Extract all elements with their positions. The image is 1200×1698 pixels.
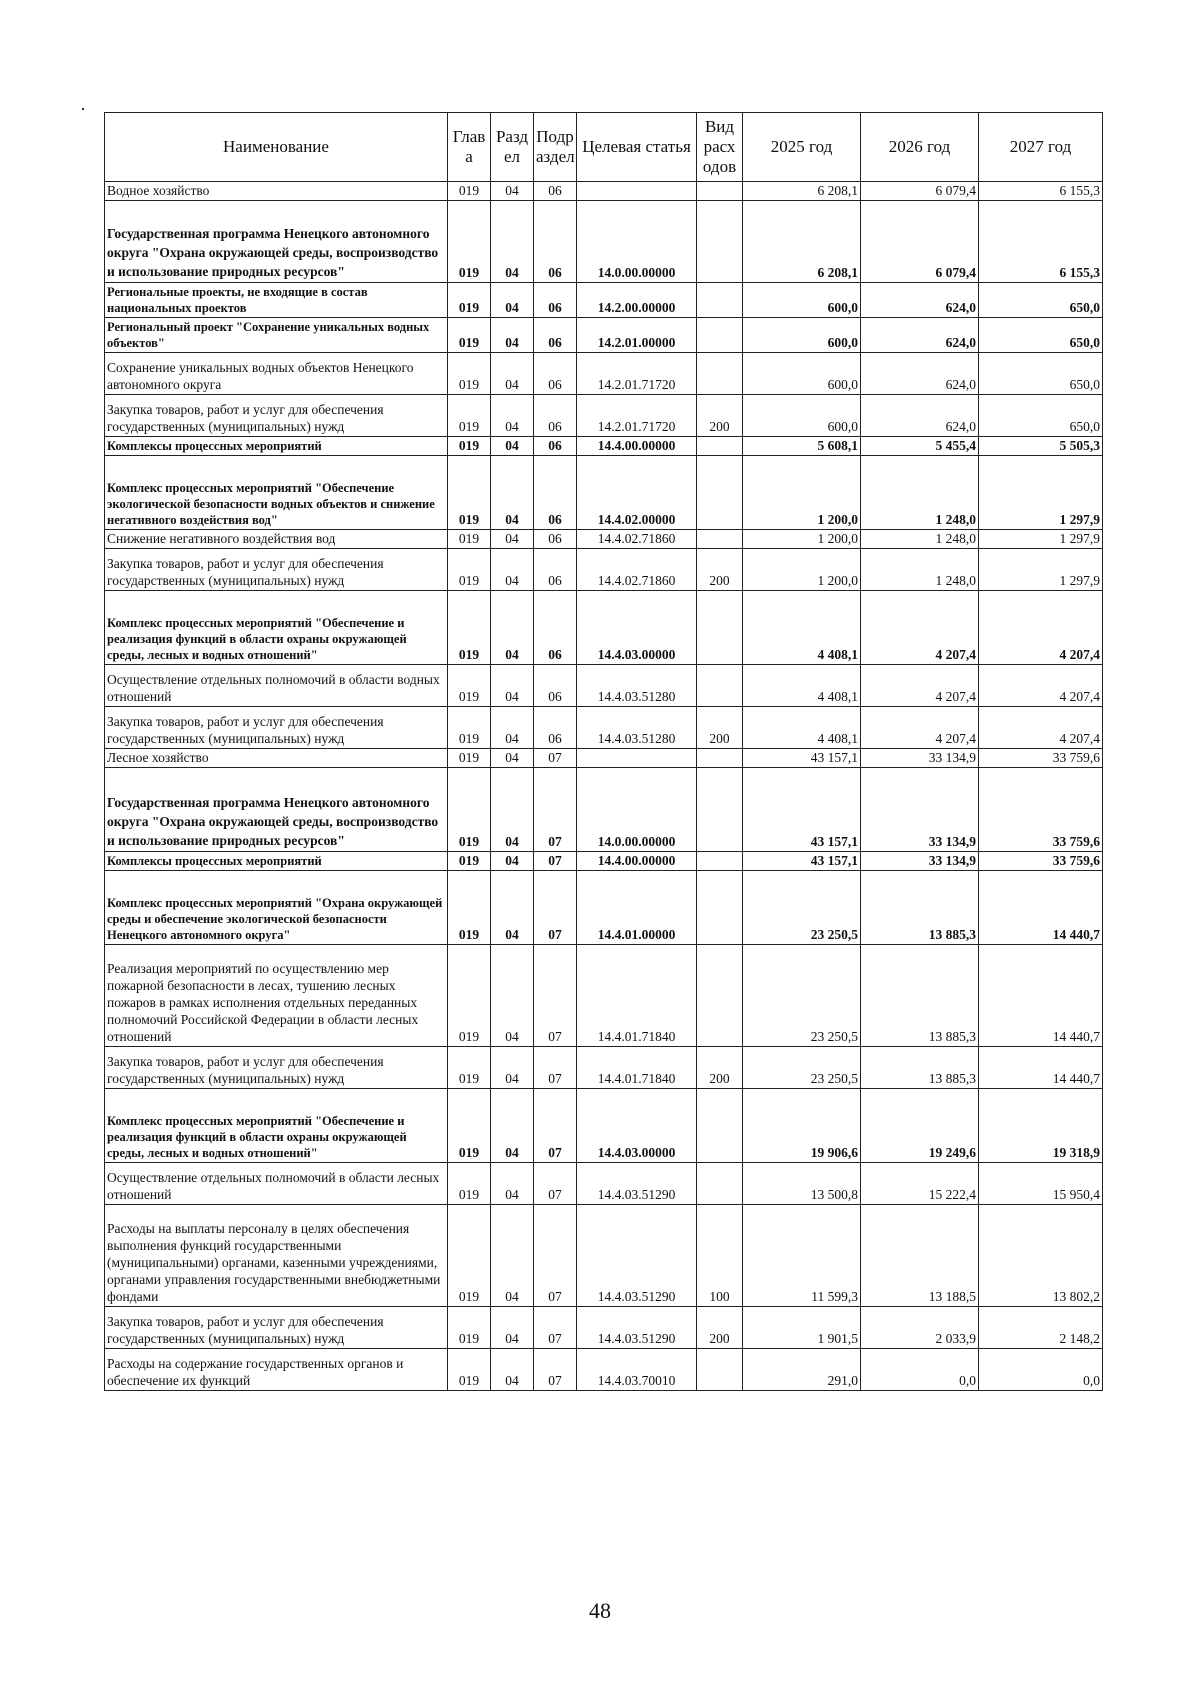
row-target-article: 14.4.00.00000: [577, 852, 697, 871]
table-row: [105, 707, 1103, 749]
row-value-2026: 4 207,4: [861, 707, 979, 749]
row-razdel: 04: [491, 395, 534, 437]
table-row: [105, 945, 1103, 1047]
row-value-2027: 650,0: [979, 353, 1103, 395]
row-value-2025: 600,0: [743, 283, 861, 318]
row-value-2027: 19 318,9: [979, 1089, 1103, 1163]
row-glava: 019: [448, 353, 491, 395]
row-value-2027: 650,0: [979, 283, 1103, 318]
row-razdel: 04: [491, 530, 534, 549]
row-name: Комплекс процессных мероприятий "Охрана окружающей среды и обеспечение экологической безопасности Ненецкого автономного округа": [105, 871, 448, 945]
row-value-2027: 14 440,7: [979, 871, 1103, 945]
row-value-2025: 600,0: [743, 353, 861, 395]
row-value-2025: 5 608,1: [743, 437, 861, 456]
row-value-2027: 2 148,2: [979, 1307, 1103, 1349]
row-target-article: 14.4.00.00000: [577, 437, 697, 456]
row-value-2026: 13 188,5: [861, 1205, 979, 1307]
row-value-2025: 43 157,1: [743, 749, 861, 768]
row-podrazdel: 07: [534, 945, 577, 1047]
row-expense-type: [697, 665, 743, 707]
row-expense-type: [697, 1163, 743, 1205]
row-name: Региональные проекты, не входящие в состав национальных проектов: [105, 283, 448, 318]
row-razdel: 04: [491, 852, 534, 871]
row-value-2027: 14 440,7: [979, 945, 1103, 1047]
row-razdel: 04: [491, 871, 534, 945]
row-value-2026: 13 885,3: [861, 1047, 979, 1089]
row-value-2025: 13 500,8: [743, 1163, 861, 1205]
row-value-2025: 4 408,1: [743, 707, 861, 749]
row-podrazdel: 06: [534, 318, 577, 353]
row-value-2026: 13 885,3: [861, 871, 979, 945]
row-value-2026: 13 885,3: [861, 945, 979, 1047]
row-expense-type: [697, 283, 743, 318]
row-glava: 019: [448, 852, 491, 871]
row-expense-type: [697, 945, 743, 1047]
row-razdel: 04: [491, 283, 534, 318]
row-razdel: 04: [491, 1349, 534, 1391]
row-target-article: [577, 182, 697, 201]
row-value-2027: 14 440,7: [979, 1047, 1103, 1089]
row-razdel: 04: [491, 707, 534, 749]
row-glava: 019: [448, 1205, 491, 1307]
row-name: Расходы на выплаты персоналу в целях обеспечения выполнения функций государственными (муниципальными) органами, казенными учреждениями, органами управления государственными внебюджетными фондами: [105, 1205, 448, 1307]
row-value-2027: 6 155,3: [979, 201, 1103, 283]
row-podrazdel: 06: [534, 665, 577, 707]
table-row: [105, 201, 1103, 283]
row-podrazdel: 07: [534, 749, 577, 768]
row-name: Осуществление отдельных полномочий в области водных отношений: [105, 665, 448, 707]
row-glava: 019: [448, 749, 491, 768]
row-value-2025: 4 408,1: [743, 591, 861, 665]
row-target-article: 14.2.01.71720: [577, 353, 697, 395]
row-value-2027: 650,0: [979, 318, 1103, 353]
table-row: [105, 749, 1103, 768]
budget-table: [104, 112, 1103, 1391]
row-podrazdel: 06: [534, 395, 577, 437]
row-value-2027: 4 207,4: [979, 591, 1103, 665]
row-target-article: 14.4.03.51290: [577, 1205, 697, 1307]
row-expense-type: 200: [697, 1047, 743, 1089]
table-row: [105, 549, 1103, 591]
row-name: Закупка товаров, работ и услуг для обеспечения государственных (муниципальных) нужд: [105, 707, 448, 749]
table-row: [105, 182, 1103, 201]
row-name: Водное хозяйство: [105, 182, 448, 201]
row-glava: 019: [448, 395, 491, 437]
row-podrazdel: 06: [534, 182, 577, 201]
row-value-2027: 33 759,6: [979, 749, 1103, 768]
row-target-article: 14.4.02.71860: [577, 530, 697, 549]
row-value-2025: 6 208,1: [743, 182, 861, 201]
row-name: Осуществление отдельных полномочий в области лесных отношений: [105, 1163, 448, 1205]
table-row: [105, 1307, 1103, 1349]
table-row: [105, 665, 1103, 707]
table-row: [105, 283, 1103, 318]
row-value-2026: 0,0: [861, 1349, 979, 1391]
row-razdel: 04: [491, 456, 534, 530]
row-glava: 019: [448, 1307, 491, 1349]
row-value-2025: 1 901,5: [743, 1307, 861, 1349]
row-target-article: 14.4.03.51290: [577, 1163, 697, 1205]
row-value-2027: 0,0: [979, 1349, 1103, 1391]
row-name: Комплексы процессных мероприятий: [105, 852, 448, 871]
row-value-2026: 4 207,4: [861, 665, 979, 707]
row-expense-type: 200: [697, 549, 743, 591]
row-glava: 019: [448, 768, 491, 852]
row-target-article: 14.4.03.51290: [577, 1307, 697, 1349]
row-value-2026: 624,0: [861, 318, 979, 353]
table-row: [105, 530, 1103, 549]
row-name: Закупка товаров, работ и услуг для обеспечения государственных (муниципальных) нужд: [105, 549, 448, 591]
header-podrazdel: Подр аздел: [534, 113, 577, 182]
header-year-2025: 2025 год: [743, 113, 861, 182]
header-razdel: Разд ел: [491, 113, 534, 182]
row-podrazdel: 06: [534, 591, 577, 665]
row-target-article: 14.4.01.71840: [577, 945, 697, 1047]
row-value-2025: 1 200,0: [743, 549, 861, 591]
row-target-article: 14.4.03.00000: [577, 1089, 697, 1163]
row-razdel: 04: [491, 201, 534, 283]
row-name: Региональный проект "Сохранение уникальных водных объектов": [105, 318, 448, 353]
row-expense-type: [697, 530, 743, 549]
budget-sheet: [104, 112, 1102, 1391]
row-target-article: 14.0.00.00000: [577, 201, 697, 283]
table-row: [105, 768, 1103, 852]
row-value-2027: 33 759,6: [979, 852, 1103, 871]
row-razdel: 04: [491, 749, 534, 768]
row-glava: 019: [448, 456, 491, 530]
row-value-2025: 43 157,1: [743, 852, 861, 871]
table-row: [105, 395, 1103, 437]
row-razdel: 04: [491, 1205, 534, 1307]
row-podrazdel: 07: [534, 1205, 577, 1307]
row-value-2025: 23 250,5: [743, 945, 861, 1047]
row-expense-type: [697, 1089, 743, 1163]
row-podrazdel: 07: [534, 1047, 577, 1089]
row-podrazdel: 07: [534, 871, 577, 945]
row-value-2026: 2 033,9: [861, 1307, 979, 1349]
row-glava: 019: [448, 707, 491, 749]
row-value-2027: 15 950,4: [979, 1163, 1103, 1205]
row-value-2026: 4 207,4: [861, 591, 979, 665]
row-value-2026: 33 134,9: [861, 852, 979, 871]
row-value-2026: 1 248,0: [861, 549, 979, 591]
row-name: Реализация мероприятий по осуществлению мер пожарной безопасности в лесах, тушению лесных пожаров в рамках исполнения отдельных переданных полномочий Российской Федерации в области лесных отношений: [105, 945, 448, 1047]
row-value-2025: 1 200,0: [743, 530, 861, 549]
row-razdel: 04: [491, 1047, 534, 1089]
row-glava: 019: [448, 665, 491, 707]
row-podrazdel: 06: [534, 353, 577, 395]
page-number: 48: [589, 1598, 611, 1623]
row-razdel: 04: [491, 768, 534, 852]
header-name: Наименование: [105, 113, 448, 182]
row-glava: 019: [448, 1349, 491, 1391]
row-glava: 019: [448, 530, 491, 549]
row-target-article: 14.4.01.71840: [577, 1047, 697, 1089]
table-row: [105, 1205, 1103, 1307]
row-value-2027: 1 297,9: [979, 456, 1103, 530]
row-podrazdel: 07: [534, 768, 577, 852]
row-podrazdel: 06: [534, 283, 577, 318]
row-podrazdel: 06: [534, 456, 577, 530]
row-target-article: [577, 749, 697, 768]
row-expense-type: 200: [697, 1307, 743, 1349]
row-value-2027: 6 155,3: [979, 182, 1103, 201]
row-expense-type: 200: [697, 707, 743, 749]
row-expense-type: 200: [697, 395, 743, 437]
header-year-2026: 2026 год: [861, 113, 979, 182]
row-name: Государственная программа Ненецкого автономного округа "Охрана окружающей среды, воспроизводство и использование природных ресурсов": [105, 768, 448, 852]
row-value-2027: 4 207,4: [979, 665, 1103, 707]
row-target-article: 14.4.01.00000: [577, 871, 697, 945]
row-glava: 019: [448, 437, 491, 456]
row-target-article: 14.4.03.51280: [577, 707, 697, 749]
row-expense-type: [697, 437, 743, 456]
table-row: [105, 1349, 1103, 1391]
row-value-2026: 624,0: [861, 283, 979, 318]
table-row: [105, 456, 1103, 530]
row-podrazdel: 06: [534, 530, 577, 549]
row-value-2027: 1 297,9: [979, 530, 1103, 549]
header-expense-type: Вид расх одов: [697, 113, 743, 182]
row-razdel: 04: [491, 1089, 534, 1163]
row-glava: 019: [448, 182, 491, 201]
table-row: [105, 318, 1103, 353]
row-glava: 019: [448, 1163, 491, 1205]
row-glava: 019: [448, 1047, 491, 1089]
row-value-2026: 15 222,4: [861, 1163, 979, 1205]
row-name: Комплекс процессных мероприятий "Обеспечение и реализация функций в области охраны окружающей среды, лесных и водных отношений": [105, 1089, 448, 1163]
row-glava: 019: [448, 591, 491, 665]
row-glava: 019: [448, 201, 491, 283]
scan-speck: [82, 108, 84, 110]
row-value-2027: 13 802,2: [979, 1205, 1103, 1307]
row-value-2026: 6 079,4: [861, 201, 979, 283]
row-razdel: 04: [491, 665, 534, 707]
row-expense-type: [697, 871, 743, 945]
row-podrazdel: 07: [534, 1089, 577, 1163]
row-value-2025: 6 208,1: [743, 201, 861, 283]
table-row: [105, 871, 1103, 945]
table-row: [105, 1047, 1103, 1089]
row-value-2025: 43 157,1: [743, 768, 861, 852]
row-name: Комплекс процессных мероприятий "Обеспечение экологической безопасности водных объектов и снижение негативного воздействия вод": [105, 456, 448, 530]
header-year-2027: 2027 год: [979, 113, 1103, 182]
table-body: [105, 182, 1103, 1391]
row-value-2026: 6 079,4: [861, 182, 979, 201]
row-value-2025: 23 250,5: [743, 871, 861, 945]
row-value-2027: 650,0: [979, 395, 1103, 437]
row-value-2025: 600,0: [743, 395, 861, 437]
row-value-2025: 11 599,3: [743, 1205, 861, 1307]
row-razdel: 04: [491, 437, 534, 456]
row-razdel: 04: [491, 549, 534, 591]
row-value-2027: 5 505,3: [979, 437, 1103, 456]
row-expense-type: [697, 749, 743, 768]
row-name: Комплекс процессных мероприятий "Обеспечение и реализация функций в области охраны окружающей среды, лесных и водных отношений": [105, 591, 448, 665]
row-value-2026: 19 249,6: [861, 1089, 979, 1163]
row-value-2026: 1 248,0: [861, 530, 979, 549]
row-target-article: 14.4.03.70010: [577, 1349, 697, 1391]
table-row: [105, 353, 1103, 395]
row-expense-type: [697, 1349, 743, 1391]
row-razdel: 04: [491, 1163, 534, 1205]
table-row: [105, 852, 1103, 871]
row-expense-type: [697, 318, 743, 353]
row-razdel: 04: [491, 182, 534, 201]
row-podrazdel: 07: [534, 1163, 577, 1205]
row-name: Лесное хозяйство: [105, 749, 448, 768]
row-glava: 019: [448, 945, 491, 1047]
row-glava: 019: [448, 871, 491, 945]
header-target-article: Целевая статья: [577, 113, 697, 182]
row-value-2025: 23 250,5: [743, 1047, 861, 1089]
table-row: [105, 1089, 1103, 1163]
row-value-2025: 1 200,0: [743, 456, 861, 530]
row-target-article: 14.2.01.00000: [577, 318, 697, 353]
row-podrazdel: 07: [534, 852, 577, 871]
row-expense-type: [697, 182, 743, 201]
row-razdel: 04: [491, 1307, 534, 1349]
row-value-2027: 4 207,4: [979, 707, 1103, 749]
table-row: [105, 437, 1103, 456]
row-value-2027: 1 297,9: [979, 549, 1103, 591]
row-expense-type: [697, 591, 743, 665]
row-podrazdel: 07: [534, 1349, 577, 1391]
row-razdel: 04: [491, 945, 534, 1047]
row-value-2026: 624,0: [861, 395, 979, 437]
row-expense-type: [697, 852, 743, 871]
row-name: Государственная программа Ненецкого автономного округа "Охрана окружающей среды, воспроизводство и использование природных ресурсов": [105, 201, 448, 283]
row-razdel: 04: [491, 353, 534, 395]
row-value-2026: 1 248,0: [861, 456, 979, 530]
table-header-row: [105, 113, 1103, 182]
table-row: [105, 591, 1103, 665]
row-value-2026: 624,0: [861, 353, 979, 395]
row-name: Закупка товаров, работ и услуг для обеспечения государственных (муниципальных) нужд: [105, 1047, 448, 1089]
row-name: Расходы на содержание государственных органов и обеспечение их функций: [105, 1349, 448, 1391]
header-glava: Глав а: [448, 113, 491, 182]
row-name: Снижение негативного воздействия вод: [105, 530, 448, 549]
row-name: Закупка товаров, работ и услуг для обеспечения государственных (муниципальных) нужд: [105, 1307, 448, 1349]
row-expense-type: 100: [697, 1205, 743, 1307]
row-expense-type: [697, 201, 743, 283]
row-glava: 019: [448, 1089, 491, 1163]
row-glava: 019: [448, 549, 491, 591]
row-value-2026: 33 134,9: [861, 768, 979, 852]
row-target-article: 14.4.03.51280: [577, 665, 697, 707]
row-razdel: 04: [491, 318, 534, 353]
row-podrazdel: 06: [534, 707, 577, 749]
row-value-2026: 5 455,4: [861, 437, 979, 456]
row-podrazdel: 06: [534, 201, 577, 283]
row-razdel: 04: [491, 591, 534, 665]
row-value-2025: 600,0: [743, 318, 861, 353]
row-target-article: 14.4.02.71860: [577, 549, 697, 591]
row-expense-type: [697, 456, 743, 530]
row-value-2025: 291,0: [743, 1349, 861, 1391]
row-podrazdel: 07: [534, 1307, 577, 1349]
table-row: [105, 1163, 1103, 1205]
row-value-2026: 33 134,9: [861, 749, 979, 768]
row-glava: 019: [448, 283, 491, 318]
row-expense-type: [697, 353, 743, 395]
row-expense-type: [697, 768, 743, 852]
row-podrazdel: 06: [534, 437, 577, 456]
row-target-article: 14.2.01.71720: [577, 395, 697, 437]
row-value-2027: 33 759,6: [979, 768, 1103, 852]
row-target-article: 14.0.00.00000: [577, 768, 697, 852]
row-name: Комплексы процессных мероприятий: [105, 437, 448, 456]
row-name: Закупка товаров, работ и услуг для обеспечения государственных (муниципальных) нужд: [105, 395, 448, 437]
row-glava: 019: [448, 318, 491, 353]
row-target-article: 14.2.00.00000: [577, 283, 697, 318]
row-name: Сохранение уникальных водных объектов Ненецкого автономного округа: [105, 353, 448, 395]
row-target-article: 14.4.02.00000: [577, 456, 697, 530]
row-podrazdel: 06: [534, 549, 577, 591]
row-value-2025: 4 408,1: [743, 665, 861, 707]
row-target-article: 14.4.03.00000: [577, 591, 697, 665]
row-value-2025: 19 906,6: [743, 1089, 861, 1163]
